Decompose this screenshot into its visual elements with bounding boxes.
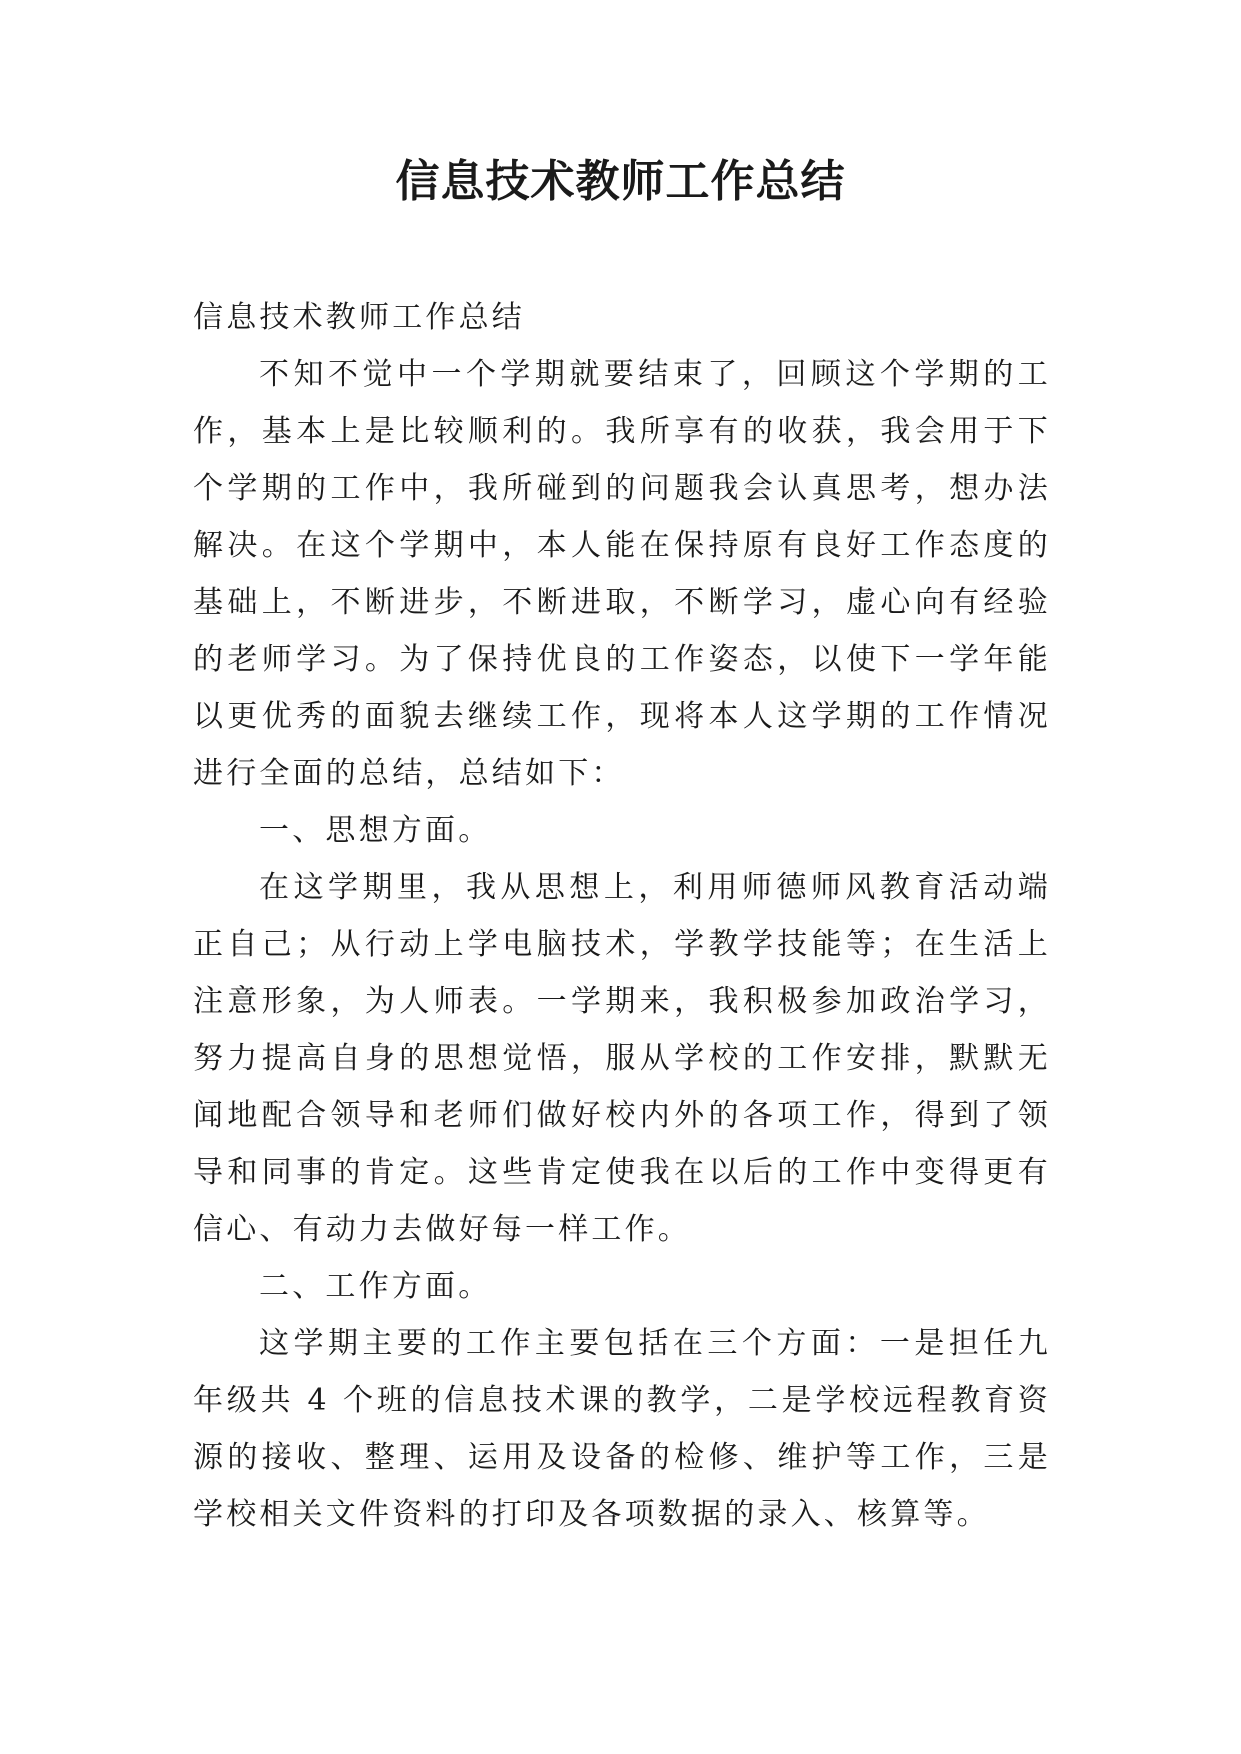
paragraph-thought: 在这学期里，我从思想上，利用师德师风教育活动端正自己；从行动上学电脑技术，学教学技能等；在生活上注意形象，为人师表。一学期来，我积极参加政治学习，努力提高自身的思想觉悟，服从学校的工作安排，默默无闻地配合领导和老师们做好校内外的各项工作，得到了领导和同事的肯定。这些肯定使我在以后的工作中变得更有信心、有动力去做好每一样工作。 [193,870,1051,1247]
paragraph-intro: 不知不觉中一个学期就要结束了，回顾这个学期的工作，基本上是比较顺利的。我所享有的收获，我会用于下个学期的工作中，我所碰到的问题我会认真思考，想办法解决。在这个学期中，本人能在保持原有良好工作态度的基础上，不断进步，不断进取，不断学习，虚心向有经验的老师学习。为了保持优良的工作姿态，以使下一学年能以更优秀的面貌去继续工作，现将本人这学期的工作情况进行全面的总结，总结如下： [193,357,1051,791]
section-heading-thought: 一、思想方面。 [259,813,492,848]
document-body [193,289,1051,1543]
paragraph-work: 这学期主要的工作主要包括在三个方面：一是担任九年级共 4 个班的信息技术课的教学，二是学校远程教育资源的接收、整理、运用及设备的检修、维护等工作，三是学校相关文件资料的打印及各项数据的录入、核算等。 [193,1326,1051,1532]
document-subtitle: 信息技术教师工作总结 [193,300,525,335]
document-title: 信息技术教师工作总结 [395,156,846,207]
section-heading-work: 二、工作方面。 [259,1269,492,1304]
